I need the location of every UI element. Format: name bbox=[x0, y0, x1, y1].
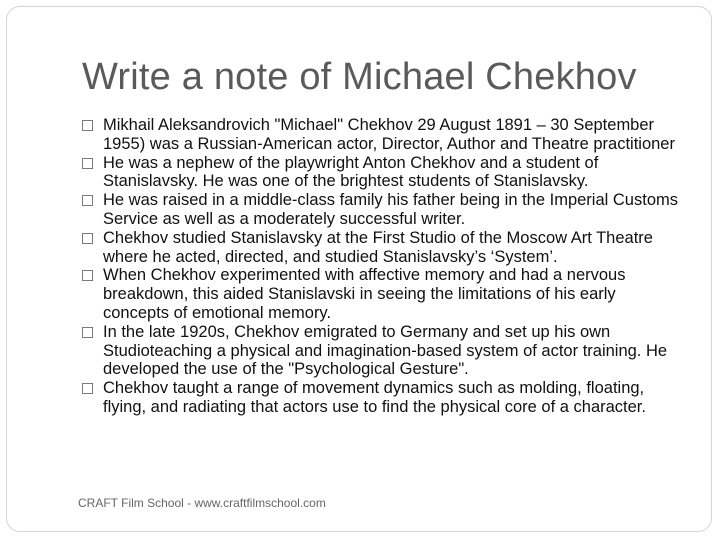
bullet-item bbox=[82, 154, 682, 192]
checkbox-square-icon bbox=[82, 383, 93, 394]
checkbox-square-icon bbox=[82, 327, 93, 338]
bullet-item bbox=[82, 379, 682, 417]
bullet-text: Mikhail Aleksandrovich "Michael" Chekhov 29 August 1891 – 30 September 1955) was a Russian-American actor, Director, Author and Theatre practitioner bbox=[103, 116, 675, 153]
checkbox-square-icon bbox=[82, 233, 93, 244]
bullet-item bbox=[82, 229, 682, 267]
bullet-item bbox=[82, 323, 682, 379]
bullet-text: He was a nephew of the playwright Anton Chekhov and a student of Stanislavsky. He was one of the brightest students of Stanislavsky. bbox=[103, 153, 599, 191]
bullet-list bbox=[82, 116, 682, 417]
bullet-item bbox=[82, 116, 682, 154]
bullet-item bbox=[82, 266, 682, 322]
checkbox-square-icon bbox=[82, 120, 93, 131]
bullet-item bbox=[82, 191, 682, 229]
footer-text[interactable]: CRAFT Film School - www.craftfilmschool.com bbox=[78, 496, 326, 510]
bullet-text: In the late 1920s, Chekhov emigrated to Germany and set up his own Studioteaching a physical and imagination-based system of actor training. He developed the use of the "Psychological Gesture". bbox=[103, 322, 668, 379]
bullet-text: When Chekhov experimented with affective memory and had a nervous breakdown, this aided Stanislavski in seeing the limitations of his early concepts of emotional memory. bbox=[103, 266, 626, 322]
checkbox-square-icon bbox=[82, 195, 93, 206]
bullet-text: Chekhov taught a range of movement dynamics such as molding, floating, flying, and radiating that actors use to find the physical core of a character. bbox=[103, 379, 646, 416]
bullet-text: Chekhov studied Stanislavsky at the First Studio of the Moscow Art Theatre where he acted, directed, and studied Stanislavsky’s ‘System’. bbox=[103, 228, 653, 266]
bullet-text: He was raised in a middle-class family his father being in the Imperial Customs Service as well as a moderately successful writer. bbox=[103, 191, 678, 228]
checkbox-square-icon bbox=[82, 158, 93, 169]
checkbox-square-icon bbox=[82, 270, 93, 281]
slide-title: Write a note of Michael Chekhov bbox=[82, 56, 637, 98]
